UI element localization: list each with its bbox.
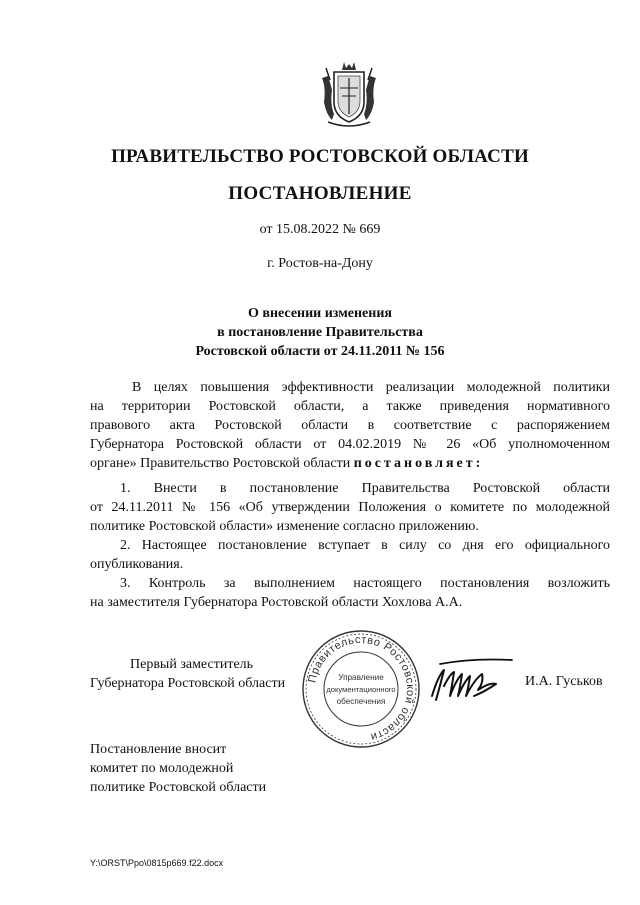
signatory-name: И.А. Гуськов [525,674,603,689]
note-line-3: политике Ростовской области [90,780,267,795]
item-3-paragraph [90,574,610,612]
subject-line-3: Ростовской области от 24.11.2011 № 156 [195,344,445,359]
note-line-1: Постановление вносит [90,742,227,757]
preamble-line: правового акта Ростовской области в соответствие с распоряжением [90,418,610,433]
seal-inner-line-2: документационного [326,685,396,694]
preamble-line-final [90,454,610,473]
item-line: 2. Настоящее постановление вступает в силу со дня его официального [120,538,610,553]
preamble-line: В целях повышения эффективности реализации молодежной политики [132,380,610,395]
subject-line-1: О внесении изменения [248,306,392,321]
position-line-2: Губернатора Ростовской области [90,676,286,691]
preamble-line: на территории Ростовской области, а также приведения нормативного [90,399,610,414]
official-seal [300,628,422,750]
signatory-position [90,655,285,693]
coat-of-arms-emblem [318,58,380,128]
government-title: ПРАВИТЕЛЬСТВО РОСТОВСКОЙ ОБЛАСТИ [111,146,529,167]
item-line: 3. Контроль за выполнением настоящего постановления возложить [120,576,610,591]
item-1-paragraph [90,479,610,536]
resolves-word: постановляет [353,456,476,471]
seal-inner-line-3: обеспечения [336,697,386,706]
position-line-1: Первый заместитель [130,657,254,672]
date-number: от 15.08.2022 № 669 [259,222,381,237]
item-2-paragraph [90,536,610,574]
seal-inner-line-1: Управление [338,673,384,682]
subject-line-2: в постановление Правительства [217,325,423,340]
handwritten-signature [424,656,516,708]
preamble-line: Губернатора Ростовской области от 04.02.2019 № 26 «Об уполномоченном [90,437,610,452]
document-type-title: ПОСТАНОВЛЕНИЕ [228,183,412,204]
seal-outer-text: Правительство Ростовской области [306,633,417,743]
submitted-by-note [90,740,266,797]
file-path-footer: Y:\ORST\Ppo\0815p669.f22.docx [90,858,224,868]
preamble-line: органе» Правительство Ростовской области [90,456,351,471]
resolves-colon: : [475,456,484,471]
item-line: от 24.11.2011 № 156 «Об утверждении Положения о комитете по молодежной [90,500,610,515]
item-line: на заместителя Губернатора Ростовской области Хохлова А.А. [90,595,463,610]
subject-heading [0,304,640,361]
item-line: политике Ростовской области» изменение согласно приложению. [90,519,479,534]
city: г. Ростов-на-Дону [267,256,373,271]
item-line: 1. Внести в постановление Правительства Ростовской области [120,481,610,496]
note-line-2: комитет по молодежной [90,761,234,776]
preamble-paragraph [90,378,610,473]
item-line: опубликования. [90,557,184,572]
